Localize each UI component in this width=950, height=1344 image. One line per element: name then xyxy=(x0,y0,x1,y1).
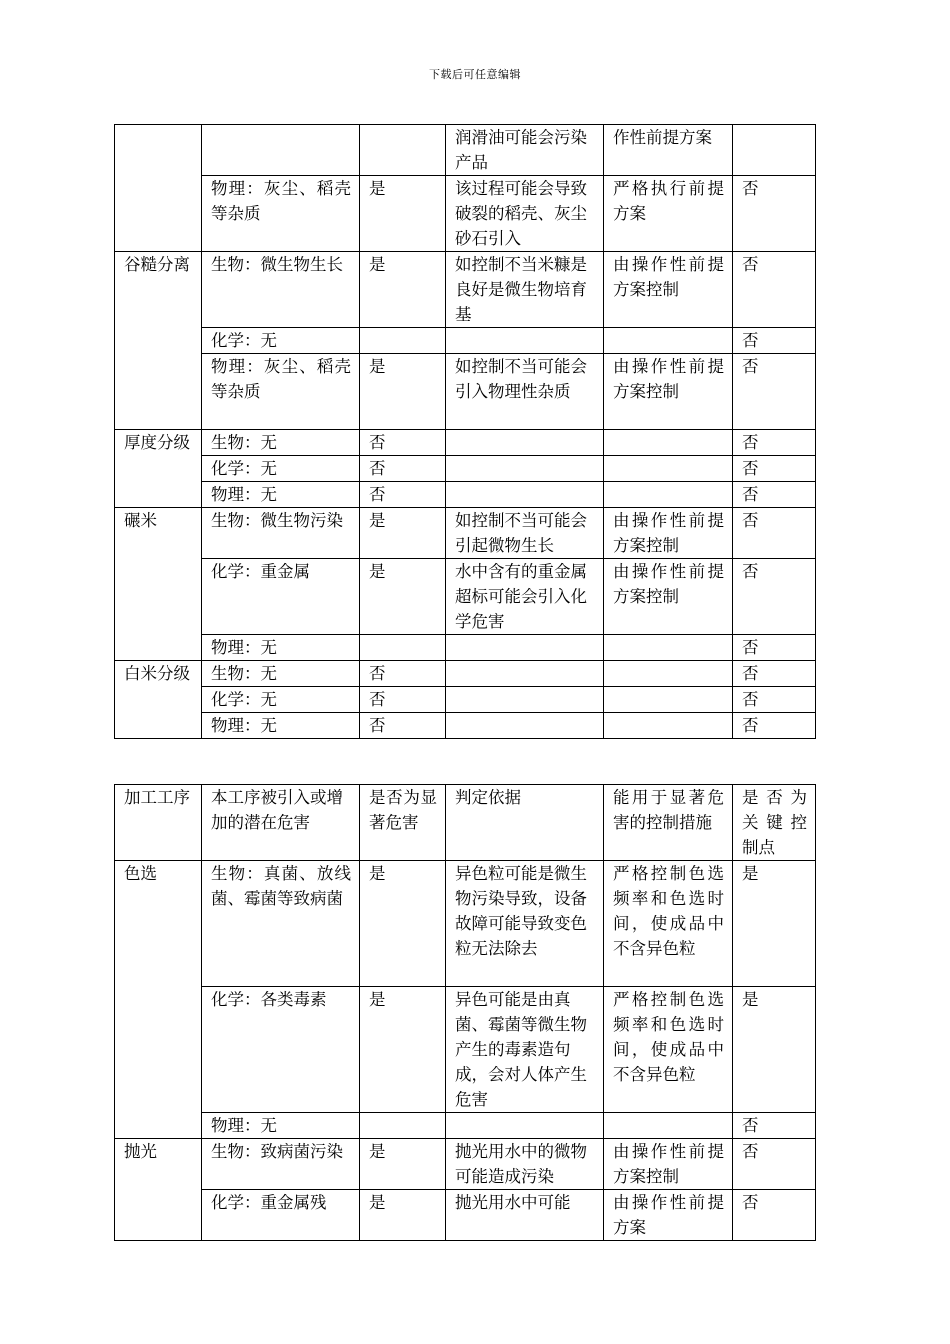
process-step-cell: 白米分级 xyxy=(115,661,202,739)
basis-cell xyxy=(446,635,604,661)
significant-cell: 否 xyxy=(360,456,446,482)
hazard-cell: 化学：各类毒素 xyxy=(202,987,360,1113)
table-row xyxy=(115,252,816,328)
hazard-cell: 物理：无 xyxy=(202,482,360,508)
significant-cell: 是 xyxy=(360,1139,446,1190)
control-cell: 严格控制色选频率和色选时间，使成品中不含异色粒 xyxy=(604,987,733,1113)
ccp-cell: 是 xyxy=(733,861,816,987)
header-control: 能用于显著危害的控制措施 xyxy=(604,785,733,861)
table-row xyxy=(115,354,816,430)
significant-cell: 是 xyxy=(360,354,446,430)
hazard-cell: 生物：真菌、放线菌、霉菌等致病菌 xyxy=(202,861,360,987)
ccp-cell: 否 xyxy=(733,176,816,252)
control-cell: 作性前提方案 xyxy=(604,125,733,176)
hazard-cell: 生物：微生物污染 xyxy=(202,508,360,559)
control-cell: 由操作性前提方案控制 xyxy=(604,252,733,328)
control-cell: 严格执行前提方案 xyxy=(604,176,733,252)
table-row xyxy=(115,1190,816,1241)
basis-cell: 如控制不当可能会引入物理性杂质 xyxy=(446,354,604,430)
table-row xyxy=(115,713,816,739)
hazard-cell: 物理：灰尘、稻壳等杂质 xyxy=(202,176,360,252)
basis-cell: 如控制不当米糠是良好是微生物培育基 xyxy=(446,252,604,328)
table-row xyxy=(115,430,816,456)
significant-cell: 是 xyxy=(360,252,446,328)
table-row xyxy=(115,176,816,252)
process-step-cell: 色选 xyxy=(115,861,202,1139)
hazard-cell: 物理：无 xyxy=(202,1113,360,1139)
control-cell: 由操作性前提方案 xyxy=(604,1190,733,1241)
table-row xyxy=(115,861,816,987)
basis-cell: 抛光用水中可能 xyxy=(446,1190,604,1241)
table-row xyxy=(115,635,816,661)
hazard-cell: 化学：重金属残 xyxy=(202,1190,360,1241)
ccp-cell: 否 xyxy=(733,661,816,687)
ccp-cell: 否 xyxy=(733,354,816,430)
table-row xyxy=(115,1113,816,1139)
ccp-cell: 否 xyxy=(733,508,816,559)
significant-cell: 是 xyxy=(360,861,446,987)
significant-cell: 是 xyxy=(360,559,446,635)
ccp-cell xyxy=(733,125,816,176)
table-row xyxy=(115,508,816,559)
process-step-cell: 抛光 xyxy=(115,1139,202,1241)
basis-cell: 如控制不当可能会引起微物生长 xyxy=(446,508,604,559)
hazard-cell: 化学：无 xyxy=(202,687,360,713)
basis-cell xyxy=(446,713,604,739)
basis-cell xyxy=(446,687,604,713)
control-cell xyxy=(604,328,733,354)
ccp-cell: 否 xyxy=(733,482,816,508)
control-cell: 严格控制色选频率和色选时间，使成品中不含异色粒 xyxy=(604,861,733,987)
header-process-step: 加工工序 xyxy=(115,785,202,861)
table-header-row xyxy=(115,785,816,861)
ccp-cell: 否 xyxy=(733,252,816,328)
table-row xyxy=(115,559,816,635)
table-row xyxy=(115,687,816,713)
basis-cell: 水中含有的重金属超标可能会引入化学危害 xyxy=(446,559,604,635)
process-step-cell: 谷糙分离 xyxy=(115,252,202,430)
table-row xyxy=(115,456,816,482)
significant-cell xyxy=(360,125,446,176)
basis-cell xyxy=(446,482,604,508)
hazard-analysis-table-2 xyxy=(114,784,816,1241)
significant-cell: 是 xyxy=(360,1190,446,1241)
control-cell xyxy=(604,430,733,456)
control-cell xyxy=(604,456,733,482)
ccp-cell: 否 xyxy=(733,430,816,456)
significant-cell: 是 xyxy=(360,508,446,559)
hazard-cell xyxy=(202,125,360,176)
basis-cell xyxy=(446,430,604,456)
header-ccp: 是否为关键控制点 xyxy=(733,785,816,861)
ccp-cell: 否 xyxy=(733,687,816,713)
ccp-cell: 否 xyxy=(733,1139,816,1190)
header-basis: 判定依据 xyxy=(446,785,604,861)
ccp-cell: 否 xyxy=(733,559,816,635)
control-cell xyxy=(604,687,733,713)
significant-cell: 是 xyxy=(360,987,446,1113)
control-cell xyxy=(604,661,733,687)
process-step-cell xyxy=(115,125,202,252)
significant-cell: 是 xyxy=(360,176,446,252)
page-header: 下载后可任意编辑 xyxy=(429,68,521,81)
significant-cell: 否 xyxy=(360,482,446,508)
ccp-cell: 否 xyxy=(733,713,816,739)
hazard-cell: 生物：无 xyxy=(202,430,360,456)
ccp-cell: 否 xyxy=(733,1113,816,1139)
control-cell xyxy=(604,1113,733,1139)
hazard-cell: 生物：微生物生长 xyxy=(202,252,360,328)
significant-cell: 否 xyxy=(360,430,446,456)
control-cell xyxy=(604,482,733,508)
basis-cell: 该过程可能会导致破裂的稻壳、灰尘砂石引入 xyxy=(446,176,604,252)
control-cell: 由操作性前提方案控制 xyxy=(604,559,733,635)
table-row xyxy=(115,987,816,1113)
hazard-cell: 化学：重金属 xyxy=(202,559,360,635)
basis-cell: 润滑油可能会污染产品 xyxy=(446,125,604,176)
control-cell: 由操作性前提方案控制 xyxy=(604,1139,733,1190)
significant-cell: 否 xyxy=(360,713,446,739)
ccp-cell: 否 xyxy=(733,328,816,354)
significant-cell xyxy=(360,635,446,661)
control-cell: 由操作性前提方案控制 xyxy=(604,508,733,559)
table-row xyxy=(115,482,816,508)
ccp-cell: 否 xyxy=(733,635,816,661)
basis-cell: 异色可能是由真菌、霉菌等微生物产生的毒素造句成，会对人体产生危害 xyxy=(446,987,604,1113)
header-significant: 是否为显著危害 xyxy=(360,785,446,861)
process-step-cell: 厚度分级 xyxy=(115,430,202,508)
table-row xyxy=(115,661,816,687)
basis-cell: 异色粒可能是微生物污染导致，设备故障可能导致变色粒无法除去 xyxy=(446,861,604,987)
table-row xyxy=(115,125,816,176)
basis-cell: 抛光用水中的微物可能造成污染 xyxy=(446,1139,604,1190)
header-hazard: 本工序被引入或增加的潜在危害 xyxy=(202,785,360,861)
hazard-analysis-table-1 xyxy=(114,124,816,739)
table-row xyxy=(115,1139,816,1190)
significant-cell: 否 xyxy=(360,687,446,713)
hazard-cell: 生物：无 xyxy=(202,661,360,687)
hazard-cell: 化学：无 xyxy=(202,328,360,354)
control-cell xyxy=(604,635,733,661)
basis-cell xyxy=(446,661,604,687)
ccp-cell: 否 xyxy=(733,1190,816,1241)
basis-cell xyxy=(446,328,604,354)
process-step-cell: 碾米 xyxy=(115,508,202,661)
hazard-cell: 生物：致病菌污染 xyxy=(202,1139,360,1190)
hazard-cell: 物理：灰尘、稻壳等杂质 xyxy=(202,354,360,430)
ccp-cell: 否 xyxy=(733,456,816,482)
hazard-cell: 化学：无 xyxy=(202,456,360,482)
control-cell xyxy=(604,713,733,739)
control-cell: 由操作性前提方案控制 xyxy=(604,354,733,430)
hazard-cell: 物理：无 xyxy=(202,635,360,661)
table-row xyxy=(115,328,816,354)
basis-cell xyxy=(446,456,604,482)
ccp-cell: 是 xyxy=(733,987,816,1113)
significant-cell xyxy=(360,1113,446,1139)
significant-cell: 否 xyxy=(360,661,446,687)
basis-cell xyxy=(446,1113,604,1139)
hazard-cell: 物理：无 xyxy=(202,713,360,739)
significant-cell xyxy=(360,328,446,354)
